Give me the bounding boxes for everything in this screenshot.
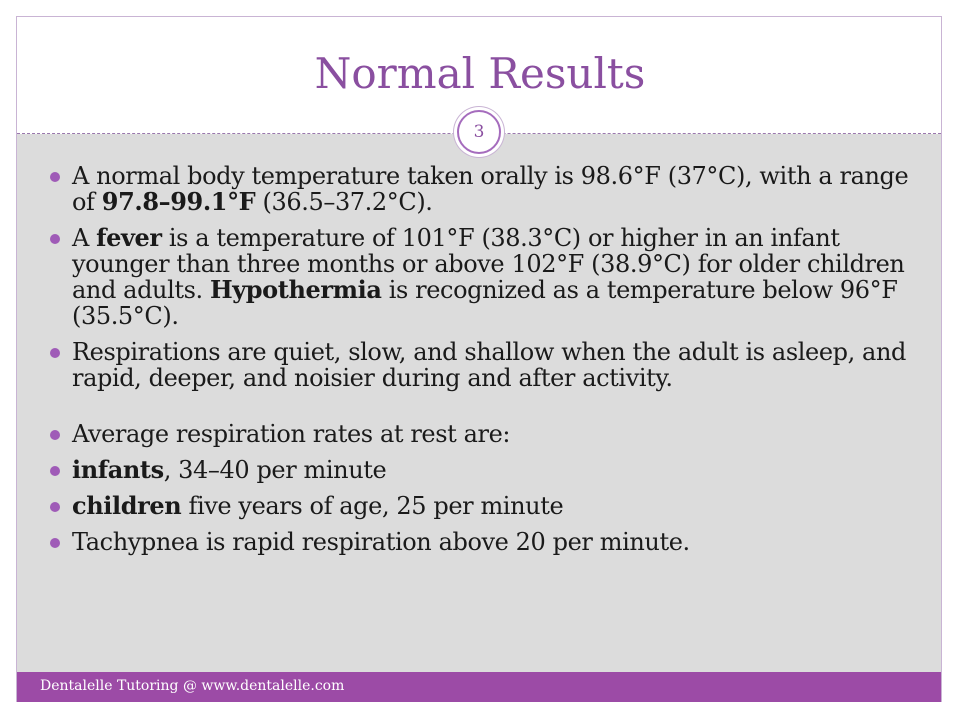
bullet-dot-icon	[50, 172, 60, 182]
bullet-list	[48, 163, 928, 565]
bullet-dot-icon	[50, 430, 60, 440]
bold-term: infants	[72, 455, 164, 484]
bullet-item	[48, 225, 928, 329]
text-run: A normal body temperature taken orally is 98.6°F (37°C), with a range of	[72, 162, 909, 216]
bold-term: 97.8–99.1°F	[101, 187, 256, 216]
bold-term: children	[72, 491, 182, 520]
slide-number-badge: 3	[457, 110, 501, 154]
bullet-text	[72, 456, 386, 484]
slide-title: Normal Results	[314, 49, 646, 98]
bullet-dot-icon	[50, 348, 60, 358]
bullet-text	[72, 162, 908, 216]
bullet-text	[72, 224, 905, 330]
bullet-item	[48, 163, 928, 215]
text-run: (36.5–37.2°C).	[255, 188, 433, 216]
text-run: A	[72, 224, 97, 252]
bullet-item	[48, 529, 928, 555]
bullet-text	[72, 420, 510, 448]
text-run: Average respiration rates at rest are:	[72, 420, 511, 448]
text-run: Tachypnea is rapid respiration above 20 per minute.	[72, 528, 690, 556]
bullet-dot-icon	[50, 466, 60, 476]
text-run: Respirations are quiet, slow, and shallow when the adult is asleep, and rapid, deeper, and noisier during and after activity.	[72, 338, 906, 392]
footer-text: Dentalelle Tutoring @ www.dentalelle.com	[40, 678, 345, 694]
bullet-dot-icon	[50, 538, 60, 548]
bold-term: Hypothermia	[209, 275, 382, 304]
text-run: is recognized as a temperature below 96°F (35.5°C).	[72, 276, 898, 330]
text-run: , 34–40 per minute	[163, 456, 387, 484]
bullet-dot-icon	[50, 502, 60, 512]
bullet-item	[48, 493, 928, 519]
bullet-item	[48, 421, 928, 447]
bullet-text	[72, 338, 906, 392]
bullet-text	[72, 528, 690, 556]
bullet-item	[48, 339, 928, 391]
text-run: is a temperature of 101°F (38.3°C) or higher in an infant younger than three months or above 102°F (38.9°C) for older children and adults.	[72, 224, 905, 304]
bullet-item	[48, 457, 928, 483]
bullet-text	[72, 492, 563, 520]
bold-term: fever	[96, 223, 162, 252]
text-run: five years of age, 25 per minute	[181, 492, 564, 520]
bullet-dot-icon	[50, 234, 60, 244]
